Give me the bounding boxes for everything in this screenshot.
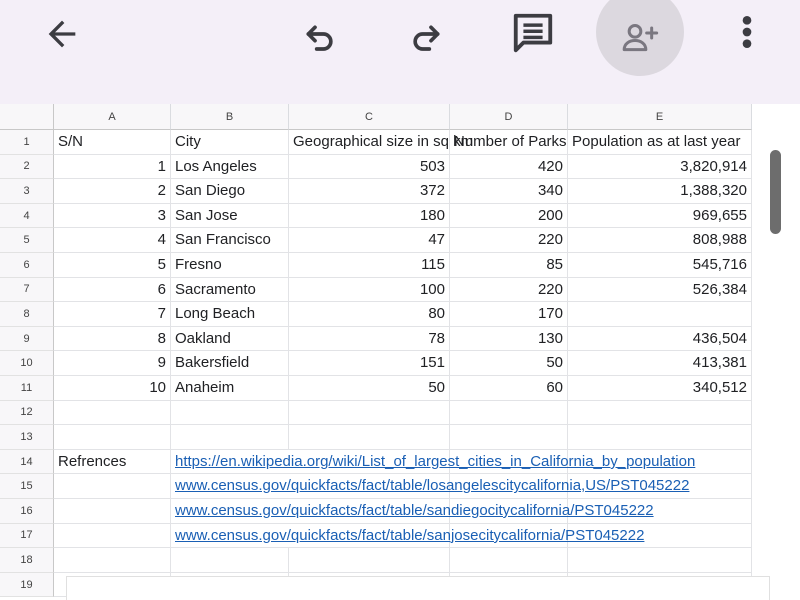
row-header[interactable]: 15 (0, 474, 54, 499)
reference-link[interactable]: www.census.gov/quickfacts/fact/table/sandiegocitycalifornia/PST045222 (171, 499, 658, 524)
cell-city[interactable]: Bakersfield (171, 351, 289, 376)
column-header-c[interactable]: C (289, 104, 450, 130)
cell-size[interactable]: 372 (289, 179, 450, 204)
grid-cell[interactable] (54, 499, 171, 524)
cell-size[interactable]: 100 (289, 278, 450, 303)
grid-cell[interactable] (54, 524, 171, 549)
comment-icon[interactable] (508, 8, 558, 58)
reference-link[interactable]: www.census.gov/quickfacts/fact/table/sanjosecitycalifornia/PST045222 (171, 524, 648, 549)
row-header[interactable]: 18 (0, 548, 54, 573)
grid-cell[interactable] (289, 401, 450, 426)
references-label[interactable]: Refrences (54, 450, 171, 475)
cell-city[interactable]: San Francisco (171, 228, 289, 253)
cell-city[interactable]: Fresno (171, 253, 289, 278)
cell-city[interactable]: San Diego (171, 179, 289, 204)
cell-sn[interactable]: 9 (54, 351, 171, 376)
more-vert-icon[interactable] (730, 10, 764, 54)
undo-icon[interactable] (298, 12, 342, 56)
cell-sn[interactable]: 8 (54, 327, 171, 352)
grid-cell[interactable] (54, 548, 171, 573)
grid-cell[interactable] (289, 548, 450, 573)
grid-cell[interactable] (450, 548, 568, 573)
row-header[interactable]: 5 (0, 228, 54, 253)
cell-parks[interactable]: 170 (450, 302, 568, 327)
cell-sn[interactable]: 5 (54, 253, 171, 278)
cell-sn[interactable]: 2 (54, 179, 171, 204)
grid-cell[interactable] (289, 425, 450, 450)
cell-parks[interactable]: 130 (450, 327, 568, 352)
top-toolbar (0, 0, 800, 104)
cell-parks[interactable]: 60 (450, 376, 568, 401)
row-header[interactable]: 13 (0, 425, 54, 450)
header-cell-c[interactable]: Geographical size in sq km (289, 130, 450, 155)
header-cell-a[interactable]: S/N (54, 130, 171, 155)
cell-size[interactable]: 80 (289, 302, 450, 327)
row-header[interactable]: 12 (0, 401, 54, 426)
cell-population[interactable]: 969,655 (568, 204, 752, 229)
cell-population[interactable]: 808,988 (568, 228, 752, 253)
cell-parks[interactable]: 50 (450, 351, 568, 376)
grid-cell[interactable] (568, 425, 752, 450)
cell-population[interactable]: 545,716 (568, 253, 752, 278)
row-header[interactable]: 9 (0, 327, 54, 352)
column-header-b[interactable]: B (171, 104, 289, 130)
reference-link[interactable]: www.census.gov/quickfacts/fact/table/losangelescitycalifornia,US/PST045222 (171, 474, 693, 499)
grid-cell[interactable] (171, 401, 289, 426)
column-header-a[interactable]: A (54, 104, 171, 130)
cell-sn[interactable]: 3 (54, 204, 171, 229)
column-header-e[interactable]: E (568, 104, 752, 130)
cell-population[interactable]: 3,820,914 (568, 155, 752, 180)
cell-sn[interactable]: 4 (54, 228, 171, 253)
row-header[interactable]: 4 (0, 204, 54, 229)
cell-sn[interactable]: 7 (54, 302, 171, 327)
row-header[interactable]: 6 (0, 253, 54, 278)
grid-cell[interactable] (54, 425, 171, 450)
cell-population[interactable]: 526,384 (568, 278, 752, 303)
vertical-scrollbar[interactable] (770, 150, 781, 234)
cell-parks[interactable]: 200 (450, 204, 568, 229)
row-header[interactable]: 7 (0, 278, 54, 303)
cell-size[interactable]: 115 (289, 253, 450, 278)
row-header[interactable]: 2 (0, 155, 54, 180)
cell-size[interactable]: 47 (289, 228, 450, 253)
cell-population[interactable] (568, 302, 752, 327)
spreadsheet-grid (0, 104, 800, 600)
cell-population[interactable]: 413,381 (568, 351, 752, 376)
cell-population[interactable]: 1,388,320 (568, 179, 752, 204)
row-header[interactable]: 16 (0, 499, 54, 524)
cell-sn[interactable]: 6 (54, 278, 171, 303)
column-header-d[interactable]: D (450, 104, 568, 130)
row-header[interactable]: 17 (0, 524, 54, 549)
cell-population[interactable]: 340,512 (568, 376, 752, 401)
formula-bar[interactable] (66, 576, 770, 600)
cell-size[interactable]: 50 (289, 376, 450, 401)
redo-icon[interactable] (404, 12, 448, 56)
cell-size[interactable]: 180 (289, 204, 450, 229)
row-header[interactable]: 1 (0, 130, 54, 155)
row-header[interactable]: 14 (0, 450, 54, 475)
cell-city[interactable]: Long Beach (171, 302, 289, 327)
row-header[interactable]: 10 (0, 351, 54, 376)
cell-parks[interactable]: 340 (450, 179, 568, 204)
grid-cell[interactable] (171, 425, 289, 450)
select-all-corner[interactable] (0, 104, 54, 130)
grid-cell[interactable] (568, 401, 752, 426)
header-cell-b[interactable]: City (171, 130, 289, 155)
row-header[interactable]: 3 (0, 179, 54, 204)
row-header[interactable]: 8 (0, 302, 54, 327)
cell-city[interactable]: Anaheim (171, 376, 289, 401)
cell-size[interactable]: 78 (289, 327, 450, 352)
grid-cell[interactable] (54, 401, 171, 426)
cell-city[interactable]: Sacramento (171, 278, 289, 303)
cell-sn[interactable]: 1 (54, 155, 171, 180)
header-cell-e[interactable]: Population as at last year (568, 130, 752, 155)
cell-city[interactable]: Los Angeles (171, 155, 289, 180)
row-header[interactable]: 19 (0, 573, 54, 598)
share-button[interactable] (596, 0, 684, 76)
cell-parks[interactable]: 220 (450, 278, 568, 303)
cell-population[interactable]: 436,504 (568, 327, 752, 352)
grid-cell[interactable] (450, 425, 568, 450)
reference-link[interactable]: https://en.wikipedia.org/wiki/List_of_largest_cities_in_California_by_population (171, 450, 699, 475)
cell-size[interactable]: 503 (289, 155, 450, 180)
cell-parks[interactable]: 220 (450, 228, 568, 253)
cell-parks[interactable]: 85 (450, 253, 568, 278)
grid-cell[interactable] (171, 548, 289, 573)
add-person-icon (620, 18, 660, 58)
cell-size[interactable]: 151 (289, 351, 450, 376)
back-arrow-icon[interactable] (40, 12, 84, 56)
cell-parks[interactable]: 420 (450, 155, 568, 180)
grid-cell[interactable] (450, 401, 568, 426)
grid-cell[interactable] (54, 474, 171, 499)
row-header[interactable]: 11 (0, 376, 54, 401)
cell-sn[interactable]: 10 (54, 376, 171, 401)
header-cell-d[interactable]: Number of Parks (450, 130, 568, 155)
grid-cell[interactable] (568, 548, 752, 573)
cell-city[interactable]: San Jose (171, 204, 289, 229)
cell-city[interactable]: Oakland (171, 327, 289, 352)
